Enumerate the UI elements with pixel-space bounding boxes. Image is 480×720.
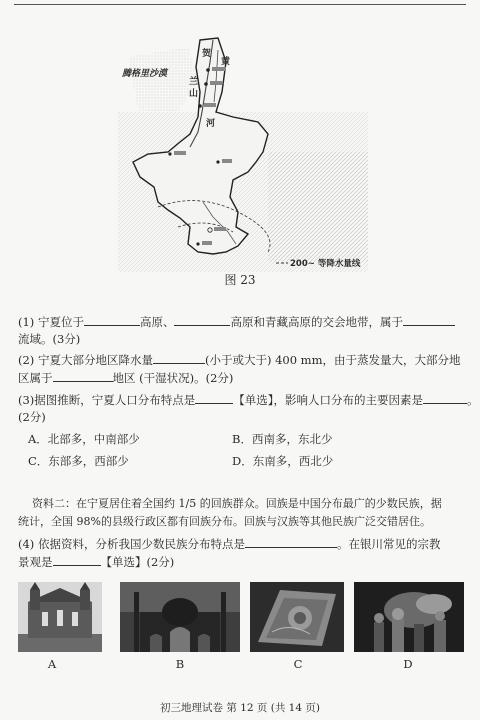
photo-label-c: C: [293, 657, 303, 671]
map-char-shan: 山: [189, 89, 199, 99]
q1-line1: (1) 宁夏位于 高原、 高原和青藏高原的交会地带，属于: [18, 314, 470, 330]
photo-a-church[interactable]: [18, 582, 102, 652]
desert-label: 腾格里沙漠: [122, 69, 168, 79]
map-char-huang: 黄: [221, 57, 231, 67]
map-char-lan: 兰: [189, 77, 199, 87]
q2-line2: 区属于 地区 (干湿状况)。(2分): [18, 371, 234, 385]
map-char-river: 河: [206, 119, 216, 129]
option-d[interactable]: D．东南多，西北少: [232, 454, 334, 468]
q2-line1: (2) 宁夏大部分地区降水量 (小于或大于) 400 mm，由于蒸发量大，大部分地: [18, 353, 461, 367]
option-c[interactable]: C．东部多，西部少: [28, 454, 129, 468]
photo-label-a: A: [47, 657, 57, 671]
q3-line1: (3)据图推断，宁夏人口分布特点是 【单选】，影响人口分布的主要因素是 。: [18, 393, 479, 407]
ningxia-map: [118, 22, 368, 272]
q3-line2: (2分): [18, 410, 46, 424]
figure-caption: 图 23: [224, 273, 256, 287]
q4-blank-1[interactable]: [245, 536, 337, 548]
photo-d-ritual[interactable]: [354, 582, 464, 652]
page-footer: 初三地理试卷 第 12 页 (共 14 页): [160, 702, 320, 714]
material2-line2: 统计，全国 98%的县级行政区都有回族分布。回族与汉族等其他民族广泛交错居住。: [18, 515, 431, 528]
q1-line2: 流域。(3分): [18, 332, 81, 346]
option-a[interactable]: A．北部多，中南部少: [28, 432, 140, 446]
map-char-he: 贺: [202, 49, 212, 59]
q3-blank-2[interactable]: [423, 392, 467, 404]
material2-line1: 资料二：在宁夏居住着全国约 1/5 的回族群众。回族是中国分布最广的少数民族，据: [32, 497, 442, 510]
q1-blank-2[interactable]: [174, 314, 230, 326]
q1-blank-1[interactable]: [84, 314, 140, 326]
top-rule: [14, 4, 466, 5]
photo-b-mosque[interactable]: [120, 582, 240, 652]
q2-blank-1[interactable]: [153, 352, 205, 364]
q4-line1: (4) 依据资料，分析我国少数民族分布特点是 。在银川常见的宗教: [18, 537, 441, 551]
photo-c-relief[interactable]: [250, 582, 344, 652]
q4-blank-2[interactable]: [53, 554, 101, 566]
q3-blank-1[interactable]: [195, 392, 233, 404]
q2-blank-2[interactable]: [53, 370, 113, 382]
option-b[interactable]: B．西南多，东北少: [232, 432, 333, 446]
photo-label-d: D: [403, 657, 413, 671]
q1-blank-3[interactable]: [403, 314, 455, 326]
q4-line2: 景观是 【单选】(2分): [18, 555, 175, 569]
isohyet-legend: 200~ 等降水量线: [290, 259, 361, 269]
map-graphic: [118, 22, 368, 272]
photo-label-b: B: [175, 657, 185, 671]
